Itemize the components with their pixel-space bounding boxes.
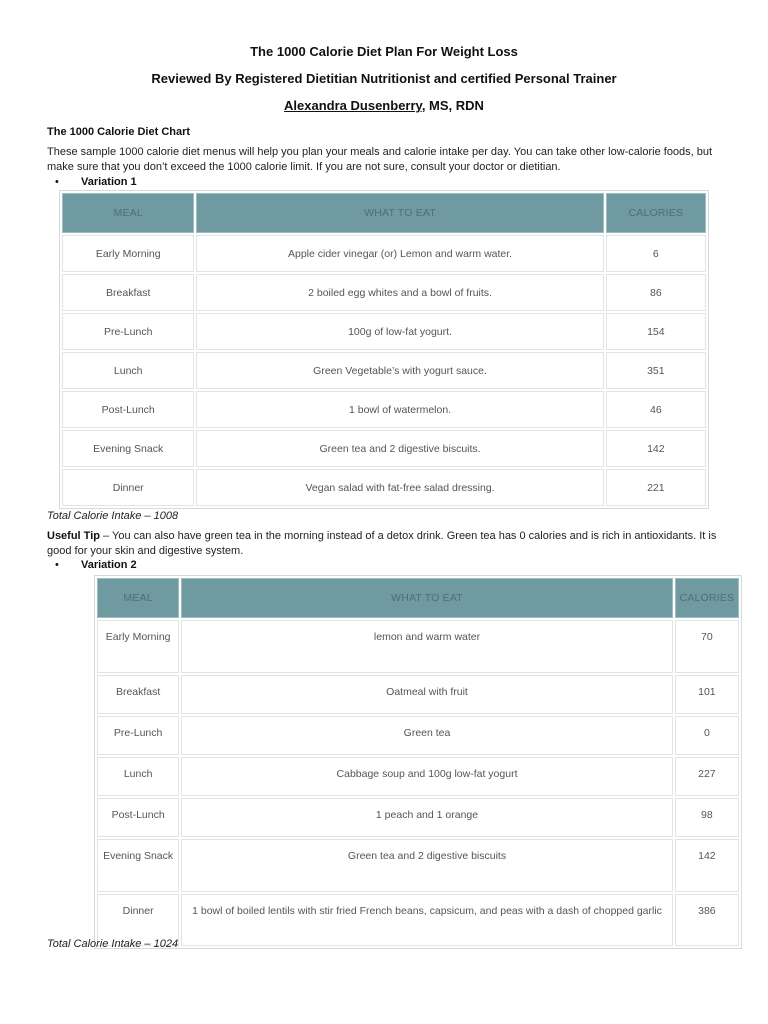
meal-cell: Early Morning xyxy=(97,620,179,673)
variation-1-label xyxy=(55,176,137,188)
table-row xyxy=(62,352,706,389)
food-cell: Apple cider vinegar (or) Lemon and warm water. xyxy=(196,235,603,272)
table-header-row xyxy=(97,578,739,618)
header-calories: CALORIES xyxy=(606,193,706,233)
meal-cell: Post-Lunch xyxy=(97,798,179,837)
food-cell: Oatmeal with fruit xyxy=(181,675,673,714)
food-cell: Cabbage soup and 100g low-fat yogurt xyxy=(181,757,673,796)
total-calories-variation-2: Total Calorie Intake – 1024 xyxy=(47,938,179,950)
meal-cell: Lunch xyxy=(97,757,179,796)
reviewer-line: Reviewed By Registered Dietitian Nutritionist and certified Personal Trainer xyxy=(151,71,617,86)
meal-cell: Breakfast xyxy=(97,675,179,714)
food-cell: 2 boiled egg whites and a bowl of fruits. xyxy=(196,274,603,311)
calories-cell: 6 xyxy=(606,235,706,272)
meal-cell: Pre-Lunch xyxy=(62,313,194,350)
variation-2-text: Variation 2 xyxy=(81,559,137,571)
calories-cell: 70 xyxy=(675,620,739,673)
food-cell: 1 peach and 1 orange xyxy=(181,798,673,837)
calories-cell: 46 xyxy=(606,391,706,428)
header-calories: CALORIES xyxy=(675,578,739,618)
table-row xyxy=(62,469,706,506)
table-row xyxy=(62,391,706,428)
meal-cell: Dinner xyxy=(62,469,194,506)
table-row xyxy=(97,894,739,946)
table-row xyxy=(62,313,706,350)
table-row xyxy=(62,235,706,272)
bullet-icon: • xyxy=(55,559,59,571)
diet-table-variation-1 xyxy=(59,190,709,509)
header-meal: MEAL xyxy=(62,193,194,233)
meal-cell: Evening Snack xyxy=(62,430,194,467)
diet-table-variation-2 xyxy=(94,575,742,949)
author-credentials: , MS, RDN xyxy=(421,98,484,113)
calories-cell: 98 xyxy=(675,798,739,837)
food-cell: Green tea xyxy=(181,716,673,755)
meal-cell: Breakfast xyxy=(62,274,194,311)
document-title: The 1000 Calorie Diet Plan For Weight Loss xyxy=(250,44,518,59)
table-row xyxy=(97,798,739,837)
calories-cell: 154 xyxy=(606,313,706,350)
calories-cell: 227 xyxy=(675,757,739,796)
meal-cell: Lunch xyxy=(62,352,194,389)
calories-cell: 221 xyxy=(606,469,706,506)
calories-cell: 101 xyxy=(675,675,739,714)
calories-cell: 351 xyxy=(606,352,706,389)
tip-label: Useful Tip xyxy=(47,530,100,542)
table-row xyxy=(97,839,739,892)
calories-cell: 386 xyxy=(675,894,739,946)
table-row xyxy=(97,620,739,673)
meal-cell: Dinner xyxy=(97,894,179,946)
calories-cell: 142 xyxy=(675,839,739,892)
variation-1-text: Variation 1 xyxy=(81,176,137,188)
header-what-to-eat: WHAT TO EAT xyxy=(196,193,603,233)
food-cell: 100g of low-fat yogurt. xyxy=(196,313,603,350)
useful-tip xyxy=(47,529,717,559)
author-line xyxy=(0,98,768,113)
table-header-row xyxy=(62,193,706,233)
food-cell: 1 bowl of watermelon. xyxy=(196,391,603,428)
meal-cell: Pre-Lunch xyxy=(97,716,179,755)
table-row xyxy=(97,716,739,755)
header-meal: MEAL xyxy=(97,578,179,618)
table-row xyxy=(97,757,739,796)
calories-cell: 142 xyxy=(606,430,706,467)
calories-cell: 0 xyxy=(675,716,739,755)
author-link[interactable]: Alexandra Dusenberry xyxy=(284,98,422,113)
tip-text: – You can also have green tea in the morning instead of a detox drink. Green tea has 0 calories and is rich in antioxidants. It is good for your skin and digestive system. xyxy=(47,530,717,557)
calories-cell: 86 xyxy=(606,274,706,311)
food-cell: Green tea and 2 digestive biscuits. xyxy=(196,430,603,467)
food-cell: Green Vegetable’s with yogurt sauce. xyxy=(196,352,603,389)
table-row xyxy=(97,675,739,714)
variation-2-label xyxy=(55,559,137,571)
header-what-to-eat: WHAT TO EAT xyxy=(181,578,673,618)
meal-cell: Post-Lunch xyxy=(62,391,194,428)
table-row xyxy=(62,430,706,467)
food-cell: lemon and warm water xyxy=(181,620,673,673)
food-cell: 1 bowl of boiled lentils with stir fried French beans, capsicum, and peas with a dash of chopped garlic xyxy=(181,894,673,946)
table-row xyxy=(62,274,706,311)
food-cell: Green tea and 2 digestive biscuits xyxy=(181,839,673,892)
meal-cell: Early Morning xyxy=(62,235,194,272)
food-cell: Vegan salad with fat-free salad dressing. xyxy=(196,469,603,506)
bullet-icon: • xyxy=(55,176,59,188)
meal-cell: Evening Snack xyxy=(97,839,179,892)
total-calories-variation-1: Total Calorie Intake – 1008 xyxy=(47,510,179,522)
intro-paragraph: These sample 1000 calorie diet menus will help you plan your meals and calorie intake per day. You can take other low-calorie foods, but make sure that you don’t exceed the 1000 calorie limit. If you are not sure, consult your doctor or dietitian. xyxy=(47,146,713,173)
section-heading: The 1000 Calorie Diet Chart xyxy=(47,126,191,138)
